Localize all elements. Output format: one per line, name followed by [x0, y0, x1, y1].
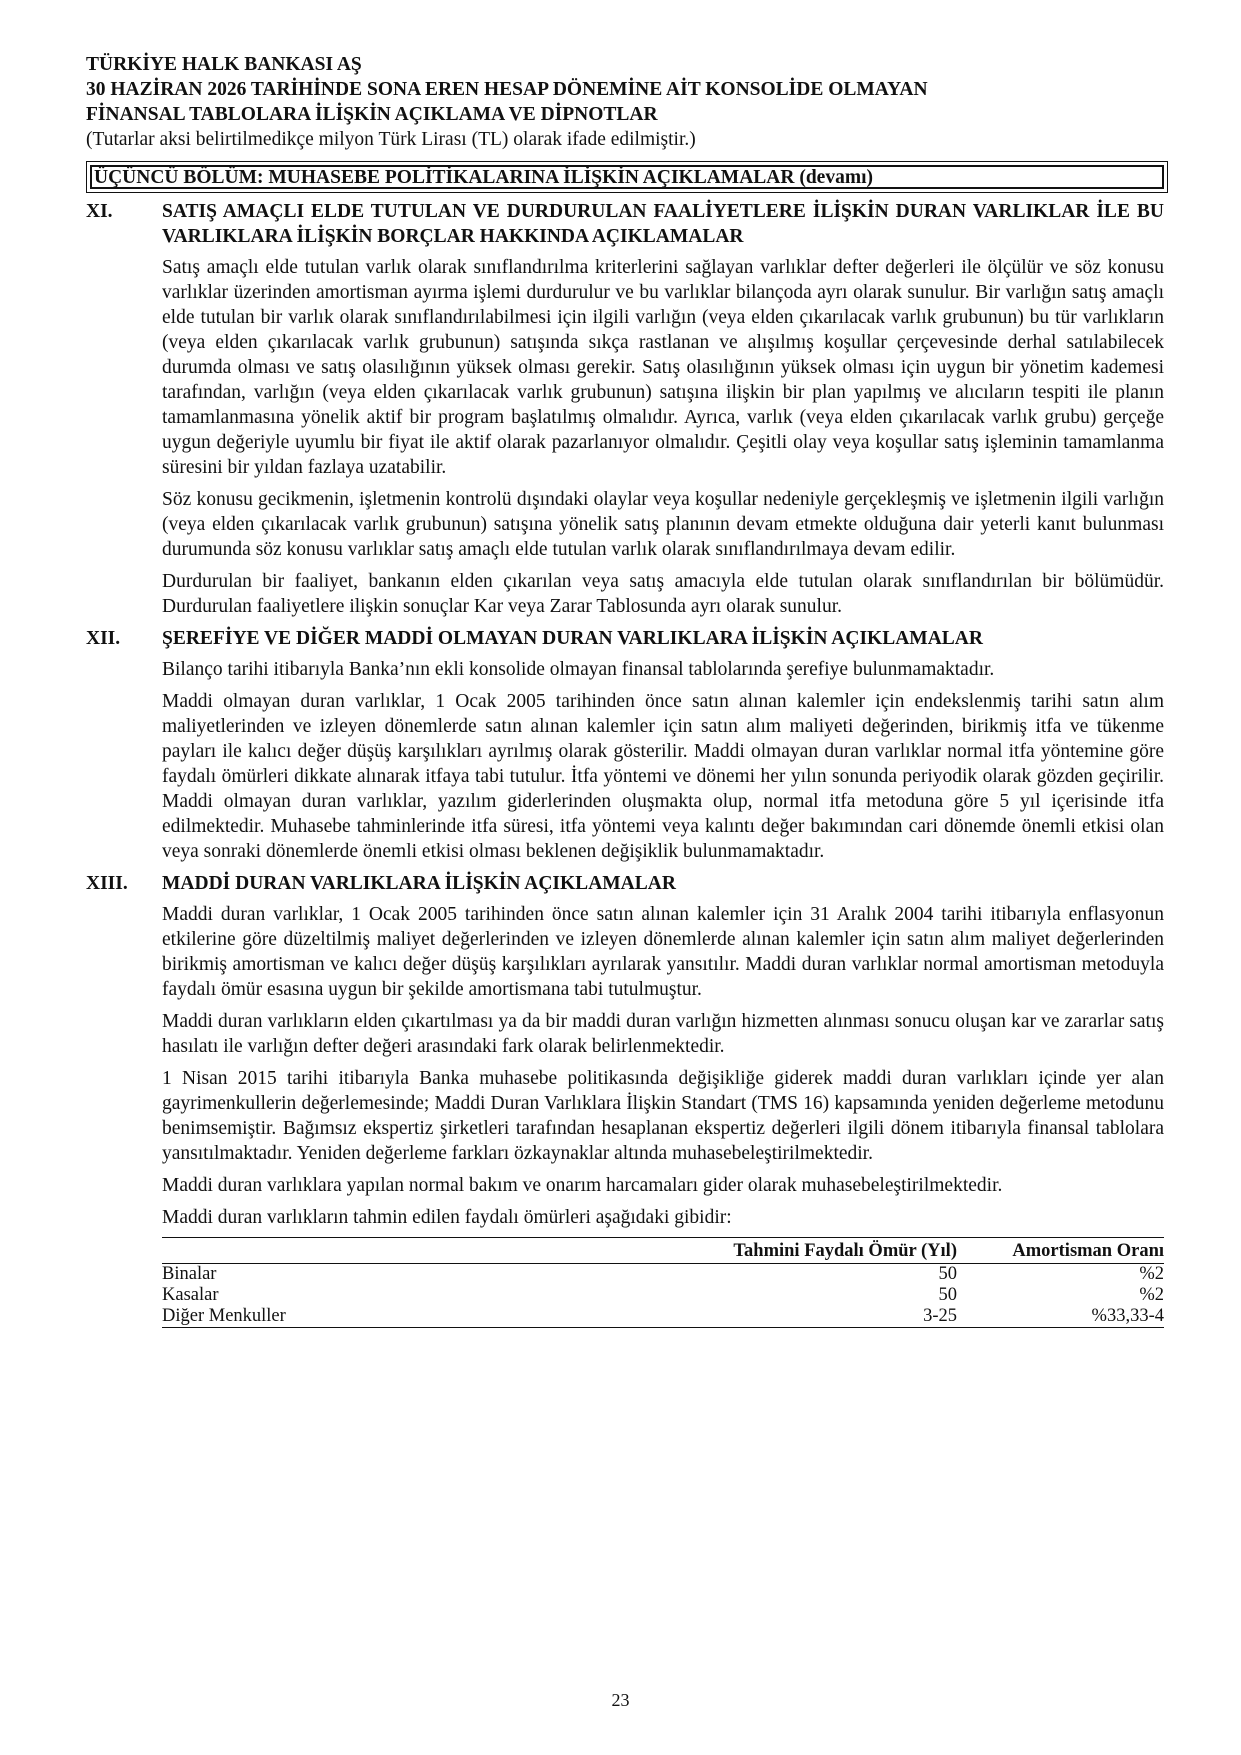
table-header-useful-life: Tahmini Faydalı Ömür (Yıl) — [662, 1238, 957, 1264]
section-number: XII. — [86, 628, 121, 649]
table-cell-asset: Diğer Menkuller — [162, 1306, 662, 1328]
paragraph: Bilanço tarihi itibarıyla Banka’nın ekli konsolide olmayan finansal tablolarında şerefiye bulunmamaktadır. — [162, 659, 995, 680]
paragraph: Maddi duran varlıklara yapılan normal bakım ve onarım harcamaları gider olarak muhasebeleştirilmektedir. — [162, 1175, 1003, 1196]
table-cell-rate: %2 — [1139, 1264, 1164, 1284]
section-title: SATIŞ AMAÇLI ELDE TUTULAN VE DURDURULAN FAALİYETLERE İLİŞKİN DURAN VARLIKLAR İLE BU VARLIKLARA İLİŞKİN BORÇLAR HAKKINDA AÇIKLAMALAR — [162, 201, 1164, 247]
table-cell-asset: Kasalar — [162, 1285, 219, 1305]
document-header — [86, 52, 1174, 152]
table-cell-rate: %2 — [1139, 1285, 1164, 1305]
paragraph: Durdurulan bir faaliyet, bankanın elden çıkarılan veya satış amacıyla elde tutulan olarak sınıflandırılan bir bölümüdür. Durdurulan faaliyetlere ilişkin sonuçlar Kar veya Zarar Tablosunda ayrı olarak sunulur. — [162, 571, 1164, 617]
table-header-row — [162, 1238, 1164, 1264]
table-header-depreciation-rate: Amortisman Oranı — [957, 1238, 1164, 1264]
table-cell-rate: %33,33-4 — [957, 1306, 1164, 1328]
report-title-line1: 30 HAZİRAN 2026 TARİHİNDE SONA EREN HESAP DÖNEMİNE AİT KONSOLİDE OLMAYAN — [86, 79, 928, 100]
sections-container — [86, 199, 1174, 1331]
table-cell-useful-life: 3-25 — [662, 1306, 957, 1328]
table-cell-asset: Binalar — [162, 1264, 217, 1284]
table-cell-useful-life: 50 — [938, 1264, 957, 1284]
chapter-title-box — [86, 161, 1168, 193]
section-title: MADDİ DURAN VARLIKLARA İLİŞKİN AÇIKLAMALAR — [162, 873, 676, 894]
paragraph: Maddi olmayan duran varlıklar, 1 Ocak 2005 tarihinden önce satın alınan kalemler için endekslenmiş tarihi satın alım maliyetlerinden ve izleyen dönemlerde satın alınan kalemler için satın alım maliyeti değerinden, birikmiş itfa ve tükenme payları ile kalıcı değer düşüş karşılıkları ayrılmış olarak gösterilir. Maddi olmayan duran varlıklar normal itfa yöntemine göre faydalı ömürleri dikkate alınarak itfaya tabi tutulur. İtfa yöntemi ve dönemi her yılın sonunda periyodik olarak gözden geçirilir. Maddi olmayan duran varlıklar, yazılım giderlerinden oluşmakta olup, normal itfa metoduna göre 5 yıl içerisinde itfa edilmektedir. Muhasebe tahminlerinde itfa süresi, itfa yöntemi veya kalıntı değer bakımından cari dönemde önemli etkisi olan veya sonraki dönemlerde önemli etkisi olması beklenen değişiklik bulunmamaktadır. — [162, 691, 1164, 862]
table-header-empty — [162, 1238, 662, 1264]
section-xi — [86, 199, 1174, 619]
bank-name: TÜRKİYE HALK BANKASI AŞ — [86, 54, 362, 75]
report-title-line2: FİNANSAL TABLOLARA İLİŞKİN AÇIKLAMA VE DİPNOTLAR — [86, 104, 658, 125]
section-xiii — [86, 871, 1174, 1328]
paragraph: Maddi duran varlıkların elden çıkartılması ya da bir maddi duran varlığın hizmetten alınması sonucu oluşan kar ve zararlar satış hasılatı ile varlığın defter değeri arasındaki fark olarak belirlenmektedir. — [162, 1011, 1164, 1057]
table-row — [162, 1285, 1164, 1306]
paragraph: Satış amaçlı elde tutulan varlık olarak sınıflandırılma kriterlerini sağlayan varlıklar defter değerleri ile ölçülür ve söz konusu varlıklar üzerinden amortisman ayırma işlemi durdurulur ve bu varlıklar bilançoda ayrı olarak sunulur. Bir varlığın satış amaçlı elde tutulan bir varlık olarak sınıflandırılabilmesi için ilgili varlığın (veya elden çıkarılacak varlık grubunun) bu tür varlıkların (veya elden çıkarılacak varlık grubunun) satışında sıkça rastlanan ve alışılmış koşullar çerçevesinde derhal satılabilecek durumda olması ve satış olasılığının yüksek olması gerekir. Satış olasılığının yüksek olması için uygun bir yönetim kademesi tarafından, varlığın (veya elden çıkarılacak varlık grubunun) satışına ilişkin bir plan yapılmış ve alıcıların tespiti ile planın tamamlanmasına yönelik aktif bir program başlatılmış olmalıdır. Ayrıca, varlık (veya elden çıkarılacak varlık grubu) gerçeğe uygun değeriyle uyumlu bir fiyat ile aktif olarak pazarlanıyor olmalıdır. Çeşitli olay veya koşullar satış işleminin tamamlanma süresini bir yıldan fazlaya uzatabilir. — [162, 257, 1164, 478]
paragraph: Maddi duran varlıkların tahmin edilen faydalı ömürleri aşağıdaki gibidir: — [162, 1207, 732, 1228]
section-xii — [86, 626, 1174, 864]
currency-note: (Tutarlar aksi belirtilmedikçe milyon Türk Lirası (TL) olarak ifade edilmiştir.) — [86, 129, 696, 150]
useful-life-table — [162, 1237, 1164, 1328]
paragraph: 1 Nisan 2015 tarihi itibarıyla Banka muhasebe politikasında değişikliğe giderek maddi duran varlıkları içinde yer alan gayrimenkullerin değerlemesinde; Maddi Duran Varlıklara İlişkin Standart (TMS 16) kapsamında yeniden değerleme metodunu benimsemiştir. Bağımsız ekspertiz şirketleri tarafından hesaplanan ekspertiz değerleri ilgili dönem itibarıyla finansal tablolara yansıtılmaktadır. Yeniden değerleme farkları özkaynaklar altında muhasebeleştirilmektedir. — [162, 1068, 1164, 1164]
chapter-title: ÜÇÜNCÜ BÖLÜM: MUHASEBE POLİTİKALARINA İLİŞKİN AÇIKLAMALAR (devamı) — [90, 165, 1164, 189]
paragraph: Maddi duran varlıklar, 1 Ocak 2005 tarihinden önce satın alınan kalemler için 31 Aralık 2004 tarihi itibarıyla enflasyonun etkilerine göre düzeltilmiş maliyet değerlerinden ve izleyen dönemlerde alınan kalemler için satın alım maliyet değerlerinden birikmiş amortisman ve kalıcı değer düşüş karşılıkları ayrılarak yansıtılır. Maddi duran varlıklar normal amortisman metoduyla faydalı ömür esasına uygun bir şekilde amortismana tabi tutulmuştur. — [162, 904, 1164, 1000]
section-number: XI. — [86, 201, 113, 222]
section-title: ŞEREFİYE VE DİĞER MADDİ OLMAYAN DURAN VARLIKLARA İLİŞKİN AÇIKLAMALAR — [162, 628, 983, 649]
table-cell-useful-life: 50 — [938, 1285, 957, 1305]
table-row — [162, 1306, 1164, 1328]
page-number: 23 — [611, 1690, 630, 1710]
paragraph: Söz konusu gecikmenin, işletmenin kontrolü dışındaki olaylar veya koşullar nedeniyle gerçekleşmiş ve işletmenin ilgili varlığın (veya elden çıkarılacak varlık grubunun) satışına yönelik satış planının devam etmekte olduğuna dair yeterli kanıt bulunması durumunda söz konusu varlıklar satış amaçlı elde tutulan varlık olarak sınıflandırılmaya devam edilir. — [162, 489, 1164, 560]
table-row — [162, 1264, 1164, 1286]
section-number: XIII. — [86, 873, 128, 894]
